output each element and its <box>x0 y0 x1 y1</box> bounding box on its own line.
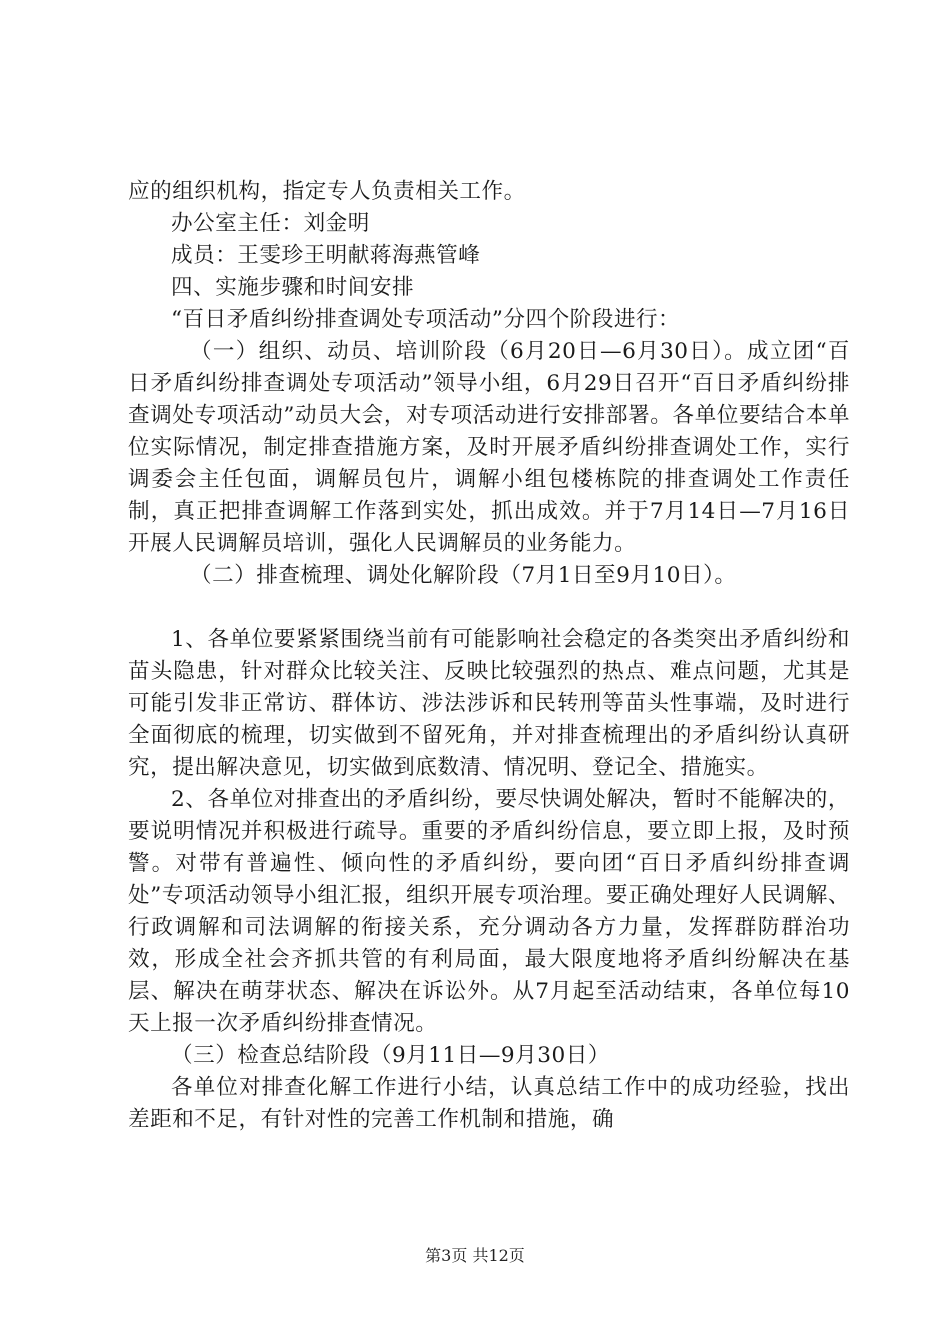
paragraph-continuation: 应的组织机构，指定专人负责相关工作。 <box>128 179 526 204</box>
paragraph-members: 成员：王雯珍王明献蒋海燕管峰 <box>171 243 481 268</box>
document-body <box>128 176 850 1136</box>
paragraph-stage-three-heading: （三）检查总结阶段（9月11日—9月30日） <box>171 1043 610 1068</box>
paragraph-office-director: 办公室主任：刘金明 <box>171 211 370 236</box>
page-number-footer: 第3页 共12页 <box>425 1246 525 1265</box>
paragraph-item-two: 2、各单位对排查出的矛盾纠纷，要尽快调处解决，暂时不能解决的，要说明情况并积极进行疏导。重要的矛盾纠纷信息，要立即上报，及时预警。对带有普遍性、倾向性的矛盾纠纷，要向团“百日矛盾纠纷排查调处”专项活动领导小组汇报，组织开展专项治理。要正确处理好人民调解、行政调解和司法调解的衔接关系，充分调动各方力量，发挥群防群治功效，形成全社会齐抓共管的有利局面，最大限度地将矛盾纠纷解决在基层、解决在萌芽状态、解决在诉讼外。从7月起至活动结束，各单位每10天上报一次矛盾纠纷排查情况。 <box>128 787 850 1036</box>
paragraph-stage-three-body: 各单位对排查化解工作进行小结，认真总结工作中的成功经验，找出差距和不足，有针对性的完善工作机制和措施，确 <box>128 1075 850 1132</box>
section-heading-implementation: 四、实施步骤和时间安排 <box>171 275 415 300</box>
blank-line <box>128 592 850 624</box>
paragraph-stage-one: （一）组织、动员、培训阶段（6月20日—6月30日）。成立团“百日矛盾纠纷排查调处专项活动”领导小组，6月29日召开“百日矛盾纠纷排查调处专项活动”动员大会，对专项活动进行安排部署。各单位要结合本单位实际情况，制定排查措施方案，及时开展矛盾纠纷排查调处工作，实行调委会主任包面，调解员包片，调解小组包楼栋院的排查调处工作责任制，真正把排查调解工作落到实处，抓出成效。并于7月14日—7月16日开展人民调解员培训，强化人民调解员的业务能力。 <box>128 339 850 556</box>
paragraph-four-stages: “百日矛盾纠纷排查调处专项活动”分四个阶段进行： <box>171 307 681 332</box>
paragraph-item-one: 1、各单位要紧紧围绕当前有可能影响社会稳定的各类突出矛盾纠纷和苗头隐患，针对群众比较关注、反映比较强烈的热点、难点问题，尤其是可能引发非正常访、群体访、涉法涉诉和民转刑等苗头性事端，及时进行全面彻底的梳理，切实做到不留死角，并对排查梳理出的矛盾纠纷认真研究，提出解决意见，切实做到底数清、情况明、登记全、措施实。 <box>128 627 850 780</box>
paragraph-stage-two-heading: （二）排查梳理、调处化解阶段（7月1日至9月10日）。 <box>190 563 737 588</box>
